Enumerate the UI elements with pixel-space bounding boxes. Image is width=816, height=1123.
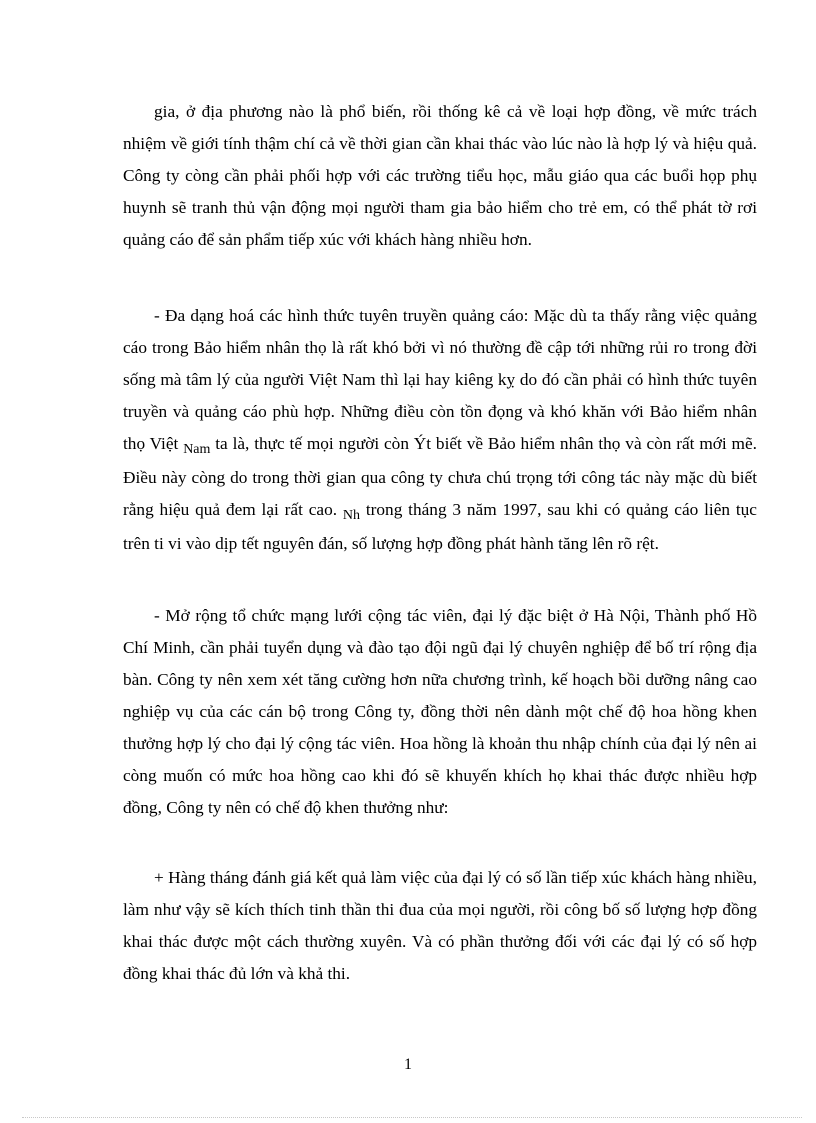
- paragraph-2: [123, 300, 757, 560]
- paragraph-2-fragment-nam: Nam: [183, 442, 211, 457]
- paragraph-2-text-a: - Đa dạng hoá các hình thức tuyên truyền quảng cáo: Mặc dù ta thấy rằng việc quảng cáo trong Bảo hiểm nhân thọ là rất khó bởi vì nó thường đề cập tới những rủi ro trong đời sống mà tâm lý của người Việt Nam thì lại hay kiêng kỵ do đó cần phải có hình thức tuyên truyền và quảng cáo phù hợp. Những điều còn tồn đọng và khó khăn với Bảo hiểm nhân thọ Việt: [123, 306, 757, 453]
- page-number: 1: [404, 1056, 412, 1073]
- paragraph-3: - Mở rộng tổ chức mạng lưới cộng tác viên, đại lý đặc biệt ở Hà Nội, Thành phố Hồ Chí Minh, cần phải tuyển dụng và đào tạo đội ngũ đại lý chuyên nghiệp để bố trí rộng địa bàn. Công ty nên xem xét tăng cường hơn nữa chương trình, kế hoạch bồi dưỡng nâng cao nghiệp vụ của các cán bộ trong Công ty, đồng thời nên dành một chế độ hoa hồng khen thưởng hợp lý cho đại lý cộng tác viên. Hoa hồng là khoản thu nhập chính của đại lý nên ai còng muốn có mức hoa hồng cao khi đó sẽ khuyến khích họ khai thác được nhiều hợp đồng, Công ty nên có chế độ khen thưởng như:: [123, 606, 757, 817]
- paragraph-2-text-b: ta là, thực tế mọi người còn Ýt biết về Bảo hiểm nhân thọ và còn rất mới mẽ. Điều này còng do trong thời gian qua công ty chưa chú trọng tới công tác này mặc dù biết rằng hiệu quả đem lại rất cao.: [123, 434, 757, 519]
- paragraph-2-text-c: trong tháng 3 năm 1997, sau khi có quảng cáo liên tục trên ti vi vào dịp tết nguyên đán, số lượng hợp đồng phát hành tăng lên rõ rệt.: [123, 500, 757, 553]
- paragraph-1: gia, ở địa phương nào là phổ biến, rồi thống kê cả về loại hợp đồng, về mức trách nhiệm về giới tính thậm chí cả về thời gian cần khai thác vào lúc nào là hợp lý và hiệu quả. Công ty còng cần phải phối hợp với các trường tiểu học, mẫu giáo qua các buổi họp phụ huynh sẽ tranh thủ vận động mọi người tham gia bảo hiểm cho trẻ em, có thể phát tờ rơi quảng cáo để sản phẩm tiếp xúc với khách hàng nhiều hơn.: [123, 102, 757, 249]
- paragraph-2-fragment-nh: Nh: [342, 508, 361, 523]
- bottom-divider: [22, 1117, 802, 1118]
- paragraph-4: + Hàng tháng đánh giá kết quả làm việc của đại lý có số lần tiếp xúc khách hàng nhiều, làm như vậy sẽ kích thích tinh thần thi đua của mọi người, rồi công bố số lượng hợp đồng khai thác được một cách thường xuyên. Và có phần thưởng đối với các đại lý có số hợp đồng khai thác đủ lớn và khả thi.: [123, 868, 757, 983]
